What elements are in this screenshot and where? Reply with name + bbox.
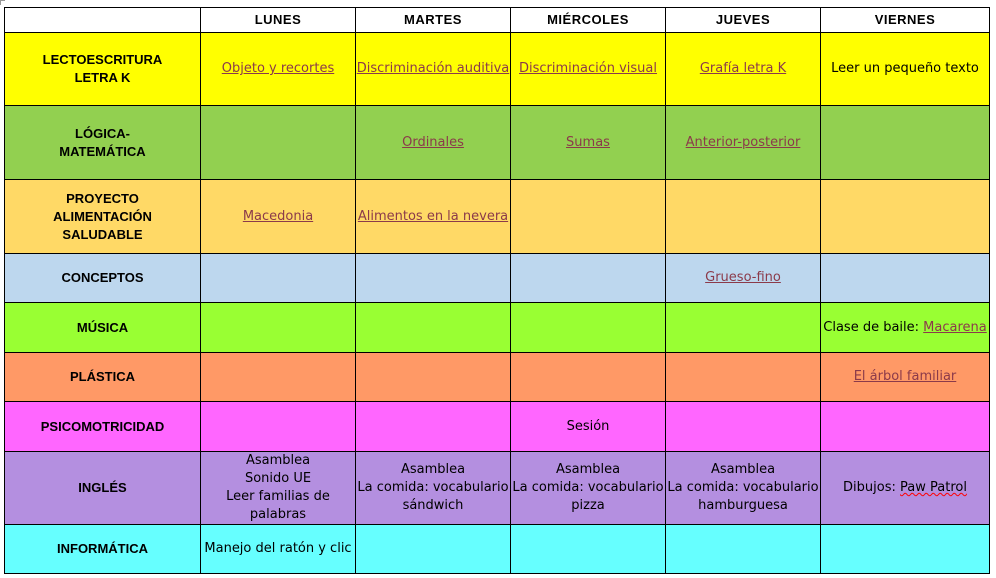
corner-mark <box>0 0 5 5</box>
cell-conceptos-thursday <box>666 254 821 303</box>
cell-logica-wednesday <box>511 106 666 180</box>
subject-label-line: LÓGICA- <box>75 125 130 141</box>
schedule-row-logica <box>5 106 990 180</box>
subject-label-psicomotricidad <box>5 402 201 452</box>
subject-label-informatica <box>5 525 201 574</box>
cell-proyecto-thursday <box>666 180 821 254</box>
subject-label-line: INFORMÁTICA <box>57 541 148 556</box>
day-header-thursday: JUEVES <box>666 8 821 33</box>
cell-logica-tuesday <box>356 106 511 180</box>
subject-label-logica <box>5 106 201 180</box>
cell-musica-thursday <box>666 303 821 353</box>
schedule-row-proyecto <box>5 180 990 254</box>
day-header-tuesday: MARTES <box>356 8 511 33</box>
spellcheck-marked-text: Paw Patrol <box>900 480 967 495</box>
cell-lectoescritura-thursday <box>666 33 821 106</box>
cell-plastica-friday <box>821 353 990 402</box>
cell-informatica-thursday <box>666 525 821 574</box>
cell-proyecto-friday <box>821 180 990 254</box>
subject-label-line: MATEMÁTICA <box>59 143 146 159</box>
cell-informatica-wednesday <box>511 525 666 574</box>
subject-label-line: CONCEPTOS <box>61 270 144 285</box>
schedule-row-lectoescritura <box>5 33 990 106</box>
cell-text: Clase de baile: <box>823 319 924 335</box>
activity-link[interactable]: Objeto y recortes <box>221 61 335 76</box>
cell-ingles-wednesday <box>511 452 666 525</box>
activity-link[interactable]: Grafía letra K <box>699 61 787 76</box>
activity-link[interactable]: Alimentos en la nevera <box>357 208 509 224</box>
subject-label-line: INGLÉS <box>78 480 127 495</box>
cell-text-line: Asamblea <box>555 462 621 477</box>
cell-plastica-monday <box>201 353 356 402</box>
activity-link[interactable]: Discriminación auditiva <box>356 61 510 76</box>
weekly-schedule-table <box>4 7 990 574</box>
cell-musica-tuesday <box>356 303 511 353</box>
subject-label-lectoescritura <box>5 33 201 106</box>
day-header-monday: LUNES <box>201 8 356 33</box>
header-row <box>5 8 990 33</box>
activity-link[interactable]: Ordinales <box>402 134 464 150</box>
activity-link[interactable]: El árbol familiar <box>853 369 957 384</box>
subject-label-line: MÚSICA <box>76 319 129 335</box>
cell-proyecto-wednesday <box>511 180 666 254</box>
cell-text-line: La comida: vocabulario <box>357 480 509 495</box>
subject-label-conceptos <box>5 254 201 303</box>
subject-label-line: SALUDABLE <box>62 226 143 242</box>
cell-psicomotricidad-monday <box>201 402 356 452</box>
corner-header-cell <box>5 8 201 33</box>
schedule-row-conceptos <box>5 254 990 303</box>
subject-label-line: PROYECTO <box>66 190 139 206</box>
subject-label-line: PSICOMOTRICIDAD <box>40 418 165 434</box>
cell-psicomotricidad-friday <box>821 402 990 452</box>
cell-conceptos-tuesday <box>356 254 511 303</box>
cell-ingles-monday <box>201 452 356 525</box>
schedule-row-plastica <box>5 353 990 402</box>
cell-informatica-friday <box>821 525 990 574</box>
cell-logica-monday <box>201 106 356 180</box>
cell-text-line: Leer familias de <box>226 489 330 504</box>
day-header-wednesday: MIÉRCOLES <box>511 8 666 33</box>
cell-lectoescritura-tuesday <box>356 33 511 106</box>
activity-link[interactable]: Grueso-fino <box>705 270 781 285</box>
cell-psicomotricidad-wednesday <box>511 402 666 452</box>
cell-musica-wednesday <box>511 303 666 353</box>
cell-text-line: La comida: vocabulario <box>667 480 819 495</box>
cell-ingles-tuesday <box>356 452 511 525</box>
cell-conceptos-friday <box>821 254 990 303</box>
subject-label-line: LETRA K <box>74 70 131 85</box>
activity-link[interactable]: Macedonia <box>242 208 314 224</box>
subject-label-proyecto <box>5 180 201 254</box>
cell-conceptos-wednesday <box>511 254 666 303</box>
day-header-friday: VIERNES <box>821 8 990 33</box>
cell-text: Dibujos: <box>843 480 901 495</box>
cell-text: Manejo del ratón y clic <box>204 541 352 556</box>
cell-logica-friday <box>821 106 990 180</box>
cell-lectoescritura-friday <box>821 33 990 106</box>
activity-link[interactable]: Discriminación visual <box>519 61 657 76</box>
cell-musica-monday <box>201 303 356 353</box>
cell-psicomotricidad-tuesday <box>356 402 511 452</box>
cell-plastica-wednesday <box>511 353 666 402</box>
activity-link[interactable]: Macarena <box>923 319 987 335</box>
cell-text-line: sándwich <box>402 498 464 513</box>
cell-lectoescritura-monday <box>201 33 356 106</box>
subject-label-line: ALIMENTACIÓN <box>53 208 152 224</box>
schedule-row-informatica <box>5 525 990 574</box>
cell-plastica-thursday <box>666 353 821 402</box>
schedule-row-psicomotricidad <box>5 402 990 452</box>
cell-proyecto-tuesday <box>356 180 511 254</box>
cell-psicomotricidad-thursday <box>666 402 821 452</box>
schedule-row-musica <box>5 303 990 353</box>
cell-text-line: Asamblea <box>710 462 776 477</box>
cell-ingles-friday <box>821 452 990 525</box>
cell-text-line: pizza <box>571 498 605 513</box>
subject-label-line: LECTOESCRITURA <box>42 52 163 67</box>
subject-label-plastica <box>5 353 201 402</box>
cell-informatica-tuesday <box>356 525 511 574</box>
cell-informatica-monday <box>201 525 356 574</box>
subject-label-line: PLÁSTICA <box>70 369 135 384</box>
cell-proyecto-monday <box>201 180 356 254</box>
cell-musica-friday <box>821 303 990 353</box>
subject-label-ingles <box>5 452 201 525</box>
cell-text-line: La comida: vocabulario <box>512 480 664 495</box>
cell-lectoescritura-wednesday <box>511 33 666 106</box>
cell-ingles-thursday <box>666 452 821 525</box>
cell-text-line: Sonido UE <box>244 471 312 486</box>
cell-text-line: Asamblea <box>400 462 466 477</box>
cell-logica-thursday <box>666 106 821 180</box>
cell-text: Leer un pequeño texto <box>831 61 979 76</box>
cell-plastica-tuesday <box>356 353 511 402</box>
activity-link[interactable]: Sumas <box>566 134 610 150</box>
schedule-row-ingles <box>5 452 990 525</box>
subject-label-musica <box>5 303 201 353</box>
cell-text-line: hamburguesa <box>698 498 788 513</box>
activity-link[interactable]: Anterior-posterior <box>685 134 801 150</box>
cell-text: Sesión <box>566 418 610 434</box>
cell-conceptos-monday <box>201 254 356 303</box>
cell-text-line: palabras <box>249 507 307 522</box>
cell-text-line: Asamblea <box>245 453 311 468</box>
